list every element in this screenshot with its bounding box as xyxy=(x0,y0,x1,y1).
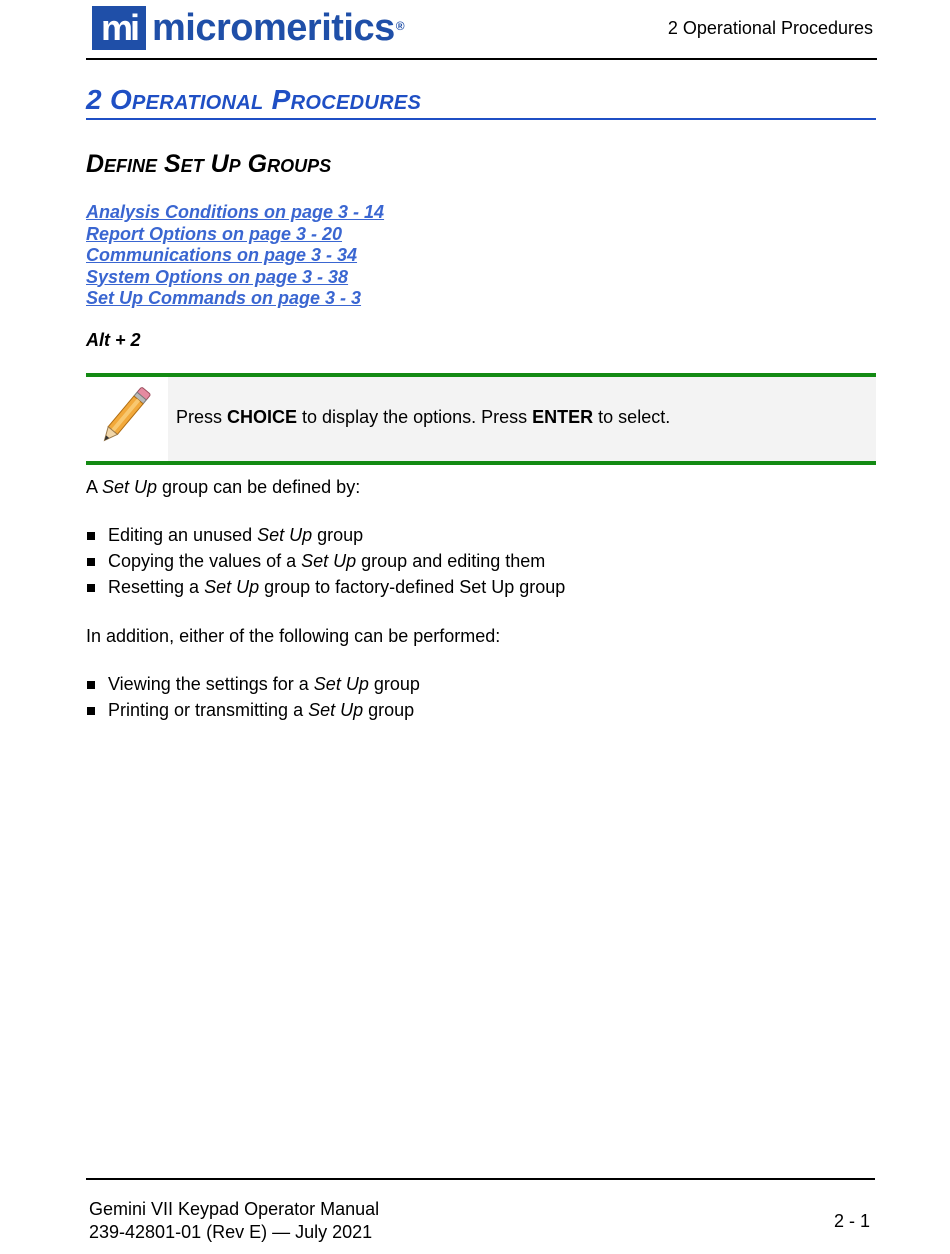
note-text-part: to select. xyxy=(593,407,671,427)
registered-mark: ® xyxy=(395,19,405,33)
bullet-square-icon xyxy=(87,584,95,592)
list-item xyxy=(86,522,565,548)
text-fragment: group and editing them xyxy=(356,551,546,571)
header-rule xyxy=(86,58,877,60)
operations-list xyxy=(86,671,420,723)
link-report-options[interactable]: Report Options on page 3 - 20 xyxy=(86,223,343,244)
link-system-options[interactable]: System Options on page 3 - 38 xyxy=(86,266,349,287)
addition-paragraph: In addition, either of the following can be performed: xyxy=(86,626,501,646)
footer-rule xyxy=(86,1178,875,1180)
term-set-up: Set Up xyxy=(102,477,158,497)
list-item xyxy=(86,548,565,574)
link-analysis-conditions[interactable]: Analysis Conditions on page 3 - 14 xyxy=(86,202,385,222)
text-fragment: Editing an unused xyxy=(108,525,258,545)
note-text-part: Press xyxy=(176,407,228,427)
bullet-square-icon xyxy=(87,707,95,715)
text-fragment: Copying the values of a xyxy=(108,551,302,571)
term-set-up: Set Up xyxy=(301,551,357,571)
text-fragment: group can be defined by: xyxy=(157,477,361,497)
section-title: Define Set Up Groups xyxy=(86,150,332,178)
choice-key-label: CHOICE xyxy=(227,407,298,427)
link-communications[interactable]: Communications on page 3 - 34 xyxy=(86,245,358,265)
definition-list xyxy=(86,522,565,600)
intro-paragraph xyxy=(86,477,360,498)
term-set-up: Set Up xyxy=(313,674,369,694)
cross-reference-links xyxy=(86,202,384,310)
note-box xyxy=(86,373,876,465)
text-fragment: group xyxy=(368,674,420,694)
bullet-square-icon xyxy=(87,532,95,540)
text-fragment: Resetting a xyxy=(108,577,205,597)
document-number: 239-42801-01 (Rev E) — July 2021 xyxy=(89,1222,373,1242)
note-text-part: to display the options. Press xyxy=(297,407,533,427)
micromeritics-logo xyxy=(92,6,404,50)
page-header xyxy=(0,0,950,60)
pencil-icon xyxy=(92,381,158,451)
list-item xyxy=(86,697,420,723)
term-set-up: Set Up xyxy=(204,577,260,597)
text-fragment: A xyxy=(86,477,103,497)
text-fragment: group xyxy=(363,700,415,720)
logo-mark: mi xyxy=(92,6,146,50)
text-fragment: Viewing the settings for a xyxy=(108,674,314,694)
logo-wordmark xyxy=(152,6,404,50)
list-item xyxy=(86,671,420,697)
bullet-square-icon xyxy=(87,558,95,566)
link-set-up-commands[interactable]: Set Up Commands on page 3 - 3 xyxy=(86,288,362,308)
keyboard-shortcut: Alt + 2 xyxy=(86,330,141,350)
text-fragment: Printing or transmitting a xyxy=(108,700,309,720)
running-head: 2 Operational Procedures xyxy=(667,18,873,38)
list-item xyxy=(86,574,565,600)
term-set-up: Set Up xyxy=(257,525,313,545)
bullet-square-icon xyxy=(87,681,95,689)
text-fragment: group xyxy=(312,525,364,545)
term-set-up: Set Up xyxy=(308,700,364,720)
logo-word-text: micromeritics xyxy=(152,7,395,49)
note-icon-cell xyxy=(86,377,168,461)
footer-document-info xyxy=(89,1198,379,1244)
chapter-title: 2 Operational Procedures xyxy=(86,84,876,120)
manual-title: Gemini VII Keypad Operator Manual xyxy=(89,1199,380,1219)
note-text xyxy=(176,407,670,428)
page-number: 2 - 1 xyxy=(833,1211,870,1231)
text-fragment: group to factory-defined Set Up group xyxy=(259,577,566,597)
enter-key-label: ENTER xyxy=(532,407,594,427)
